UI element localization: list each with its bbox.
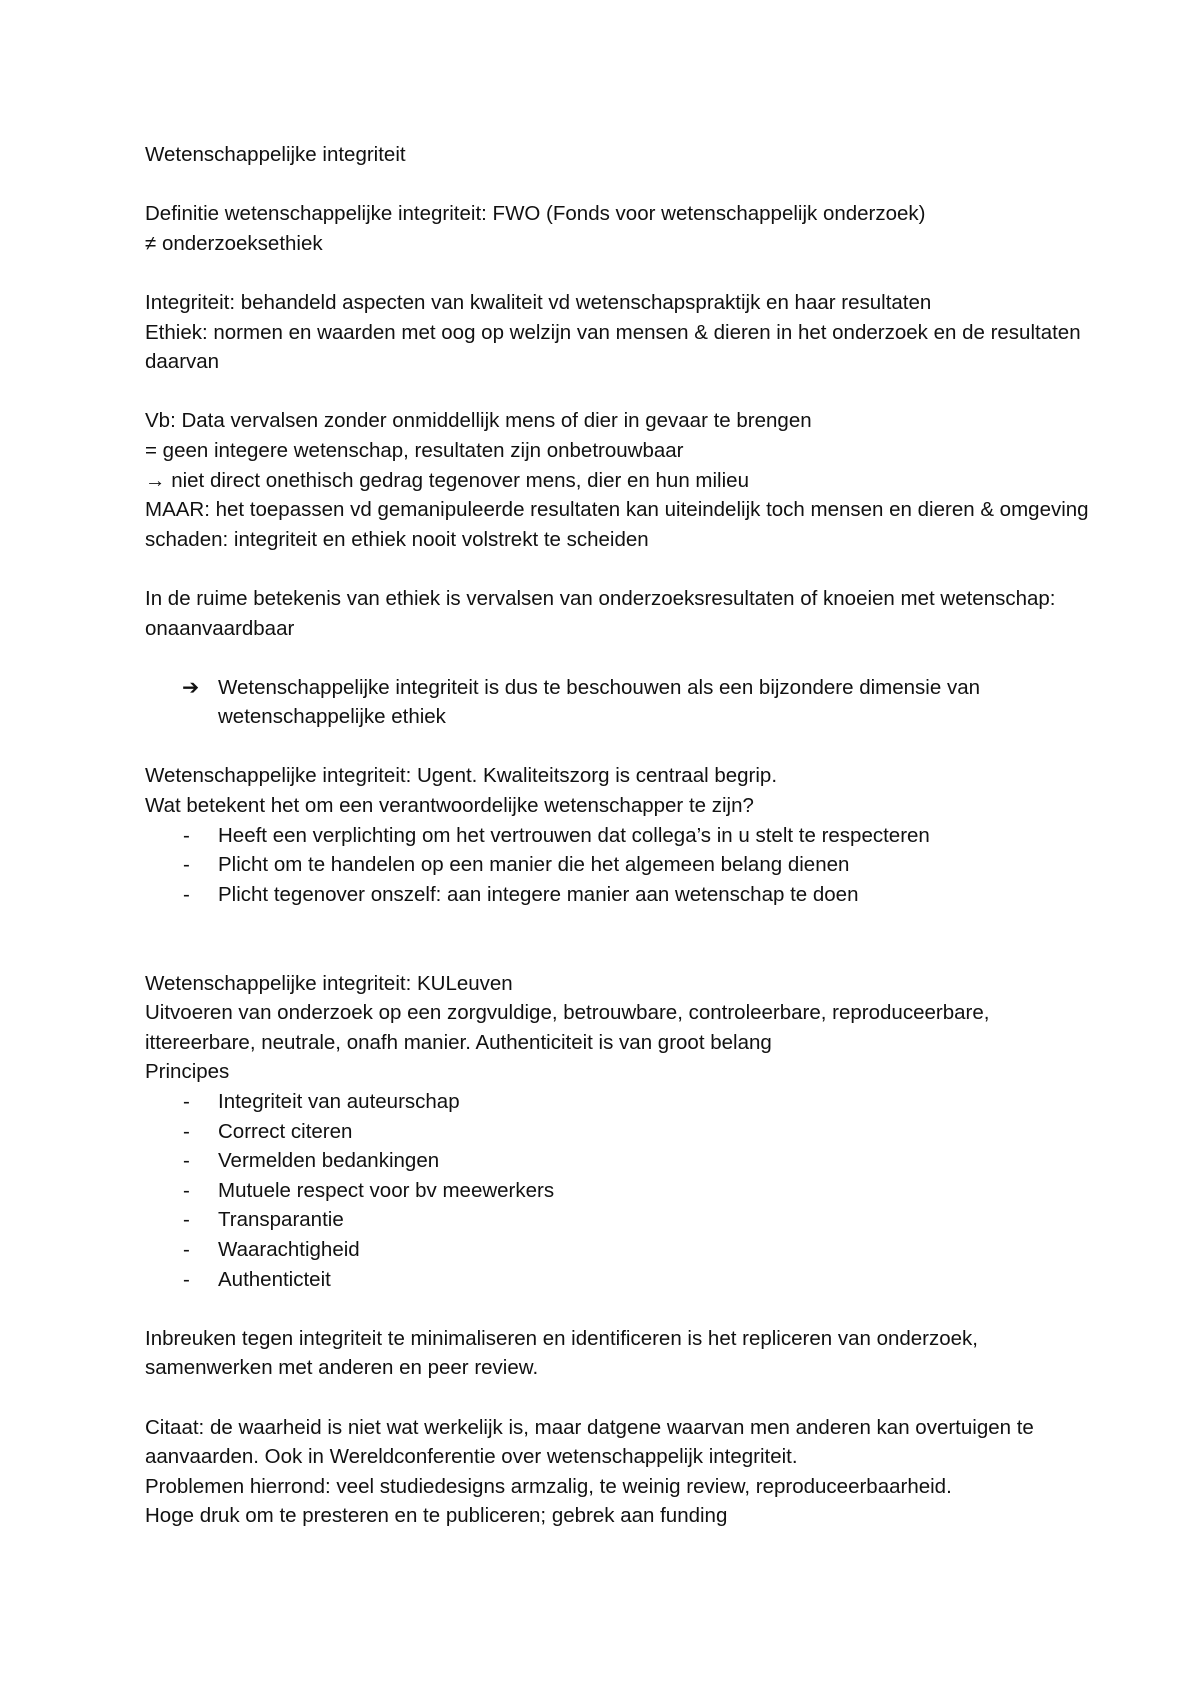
example-maar-paragraph: MAAR: het toepassen vd gemanipuleerde resultaten kan uiteindelijk toch mensen en dieren & omgeving schaden: integriteit en ethiek nooit volstrekt te scheiden <box>145 498 1089 551</box>
list-item: - Plicht om te handelen op een manier die het algemeen belang dienen <box>145 850 1095 880</box>
spacer <box>145 732 1095 762</box>
principles-list <box>145 1087 1095 1294</box>
ugent-heading: Wetenschappelijke integriteit: Ugent. Kwaliteitszorg is centraal begrip. <box>145 764 778 788</box>
list-item: - Transparantie <box>145 1205 1095 1235</box>
list-item: - Authenticteit <box>145 1265 1095 1295</box>
example-arrow-text: niet direct onethisch gedrag tegenover mens, dier en hun milieu <box>171 468 749 492</box>
violations-paragraph: Inbreuken tegen integriteit te minimaliseren en identificeren is het repliceren van onderzoek, samenwerken met anderen en peer review. <box>145 1326 979 1380</box>
spacer <box>145 258 1095 288</box>
list-item: - Waarachtigheid <box>145 1235 1095 1265</box>
pressure-line: Hoge druk om te presteren en te publiceren; gebrek aan funding <box>145 1504 728 1528</box>
example-line: Vb: Data vervalsen zonder onmiddellijk mens of dier in gevaar te brengen <box>145 409 812 433</box>
ugent-question: Wat betekent het om een verantwoordelijke wetenschapper te zijn? <box>145 794 754 818</box>
document-page <box>145 140 1095 1531</box>
broad-sense-paragraph: In de ruime betekenis van ethiek is vervalsen van onderzoeksresultaten of knoeien met wetenschap: onaanvaardbaar <box>145 586 1056 640</box>
right-arrow-icon: → <box>145 468 166 492</box>
conclusion-text: Wetenschappelijke integriteit is dus te beschouwen als een bijzondere dimensie van wetenschappelijke ethiek <box>218 675 980 729</box>
list-item: - Heeft een verplichting om het vertrouwen dat collega’s in u stelt te respecteren <box>145 821 1095 851</box>
example-equals-line: = geen integere wetenschap, resultaten zijn onbetrouwbaar <box>145 438 684 462</box>
list-item: - Mutuele respect voor bv meewerkers <box>145 1176 1095 1206</box>
ethics-paragraph: Ethiek: normen en waarden met oog op welzijn van mensen & dieren in het onderzoek en de resultaten daarvan <box>145 320 1081 374</box>
principles-label: Principes <box>145 1060 230 1084</box>
integrity-paragraph: Integriteit: behandeld aspecten van kwaliteit vd wetenschapspraktijk en haar resultaten <box>145 290 932 314</box>
kuleuven-description: Uitvoeren van onderzoek op een zorgvuldige, betrouwbare, controleerbare, reproduceerbare, ittereerbare, neutrale, onafh manier. Authenticiteit is van groot belang <box>145 1001 990 1054</box>
spacer <box>145 377 1095 407</box>
document-title: Wetenschappelijke integriteit <box>145 143 406 166</box>
ugent-duties-list <box>145 821 1095 910</box>
kuleuven-heading: Wetenschappelijke integriteit: KULeuven <box>145 971 513 995</box>
list-item: - Correct citeren <box>145 1117 1095 1147</box>
bold-arrow-icon: ➔ <box>182 675 200 699</box>
list-item: - Integriteit van auteurschap <box>145 1087 1095 1117</box>
definition-not-equal-line: ≠ onderzoeksethiek <box>145 231 323 255</box>
list-item: - Plicht tegenover onszelf: aan integere manier aan wetenschap te doen <box>145 880 1095 910</box>
spacer <box>145 1383 1095 1413</box>
list-item: - Vermelden bedankingen <box>145 1146 1095 1176</box>
spacer <box>145 909 1095 968</box>
definition-line: Definitie wetenschappelijke integriteit: FWO (Fonds voor wetenschappelijk onderzoek) <box>145 202 926 226</box>
problems-line: Problemen hierrond: veel studiedesigns armzalig, te weinig review, reproduceerbaarheid. <box>145 1474 952 1498</box>
quote-paragraph: Citaat: de waarheid is niet wat werkelijk is, maar datgene waarvan men anderen kan overtuigen te aanvaarden. Ook in Wereldconferentie over wetenschappelijk integriteit. <box>145 1415 1034 1469</box>
spacer <box>145 554 1095 584</box>
spacer <box>145 643 1095 673</box>
conclusion-block <box>145 673 1095 732</box>
example-arrow-line <box>145 466 1095 496</box>
spacer <box>145 170 1095 200</box>
spacer <box>145 1294 1095 1324</box>
